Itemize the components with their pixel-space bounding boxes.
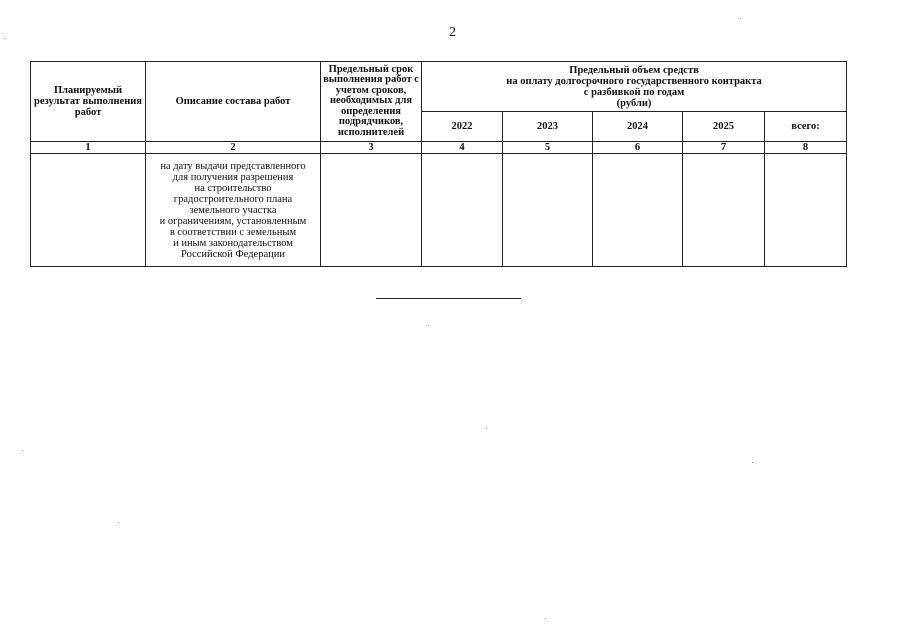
description-line: и иным законодательством <box>173 237 293 249</box>
description-line: и ограничениям, установленным <box>159 215 307 227</box>
cell-value-total <box>765 154 847 267</box>
header-work-description <box>146 62 321 142</box>
header-funds <box>422 62 847 112</box>
description-line: Российской Федерации <box>181 248 285 260</box>
cell-value-2023 <box>503 154 593 267</box>
description-line: градостроительного плана <box>173 193 293 205</box>
header-planned-result-text: Планируемый результат выполнения работ <box>34 85 142 118</box>
cell-value-2022 <box>422 154 503 267</box>
cell-work-description <box>146 154 321 267</box>
header-year-2022: 2022 <box>422 112 503 142</box>
header-planned-result <box>31 62 146 142</box>
cell-value-2024 <box>593 154 683 267</box>
header-funds-line: (рубли) <box>616 97 652 109</box>
description-line: в соответствии с земельным <box>169 226 297 238</box>
scan-speck <box>740 18 741 19</box>
scan-speck <box>752 462 753 463</box>
column-number: 6 <box>593 142 683 154</box>
description-line: для получения разрешения <box>172 171 294 183</box>
column-number: 3 <box>321 142 422 154</box>
end-of-document-rule <box>376 298 521 299</box>
description-line: земельного участка <box>189 204 277 216</box>
scan-speck <box>486 428 487 429</box>
header-work-description-text: Описание состава работ <box>175 96 291 107</box>
cell-deadline <box>321 154 422 267</box>
header-total: всего: <box>765 112 847 142</box>
header-deadline-text: Предельный срок выполнения работ с учетом сроков, необходимых для определения подрядчиков, исполнителей <box>323 64 419 138</box>
scan-speck <box>22 450 23 451</box>
header-year-2023: 2023 <box>503 112 593 142</box>
cell-value-2025 <box>683 154 765 267</box>
header-year-2024: 2024 <box>593 112 683 142</box>
scan-speck <box>118 522 119 523</box>
column-number-row <box>31 142 847 154</box>
column-number: 5 <box>503 142 593 154</box>
header-funds-line: на оплату долгосрочного государственного контракта <box>506 75 762 87</box>
header-funds-line: Предельный объем средств <box>569 64 699 76</box>
header-funds-line: с разбивкой по годам <box>583 86 685 98</box>
column-number: 2 <box>146 142 321 154</box>
scan-speck <box>545 618 546 619</box>
funding-table <box>30 61 847 267</box>
column-number: 1 <box>31 142 146 154</box>
column-number: 8 <box>765 142 847 154</box>
page-number: 2 <box>449 25 456 40</box>
column-number: 4 <box>422 142 503 154</box>
cell-planned-result <box>31 154 146 267</box>
table-row <box>31 154 847 267</box>
description-line: на дату выдачи представленного <box>160 160 306 172</box>
scan-speck <box>4 38 5 39</box>
column-number: 7 <box>683 142 765 154</box>
scan-speck <box>428 325 429 326</box>
header-deadline <box>321 62 422 142</box>
header-year-2025: 2025 <box>683 112 765 142</box>
description-line: на строительство <box>194 182 272 194</box>
